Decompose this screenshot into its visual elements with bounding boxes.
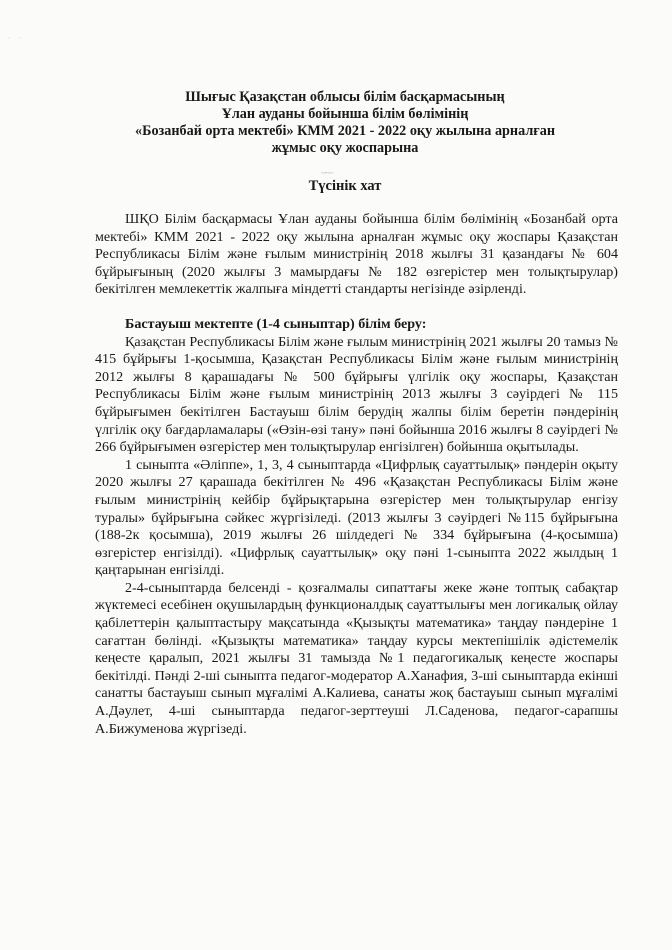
header-line-4: жұмыс оқу жоспарына [271, 140, 419, 156]
scan-artifact: · · [8, 34, 25, 43]
section-paragraph-2: 1 сыныпта «Әліппе», 1, 3, 4 сыныптарда «Цифрлық сауаттылық» пәндерін оқыту 2020 жылғы 27 қарашада бекітілген № 496 «Қазақстан Республикасы Білім және ғылым министрінің кейбір бұйрықтарына өзгерістер мен толықтырулар енгізу туралы» бұйрығына сәйкес жүргізіледі. (2013 жылғы 3 сәуірдегі №115 бұйрығына (188-2к қосымша), 2019 жылғы 26 шілдедегі № 334 бұйрығына (4-қосымша) өзгерістер енгізілді). «Цифрлық сауаттылық» оқу пәні 1-сыныпта 2022 жылдың 1 қаңтарынан енгізілді. [95, 456, 618, 579]
document-body [95, 211, 618, 738]
document-title: Түсінік хат [308, 178, 382, 194]
section-heading: Бастауыш мектепте (1-4 сыныптар) білім беру: [125, 315, 427, 332]
header-line-2: Ұлан ауданы бойынша білім бөлімінің [221, 106, 469, 122]
intro-paragraph: ШҚО Білім басқармасы Ұлан ауданы бойынша білім бөлімінің «Бозанбай орта мектебі» КММ 2021 - 2022 оқу жылына арналған жұмыс оқу жоспары Қазақстан Республикасы Білім және ғылым министрінің 2018 жылғы 31 қазандағы № 604 бұйрығының (2020 жылғы 3 мамырдағы № 182 өзгерістер мен толықтырулар) бекітілген мемлекеттік жалпыға міндетті стандарты негізінде әзірленді. [95, 211, 618, 298]
header-line-1: Шығыс Қазақстан облысы білім басқармасының [185, 89, 505, 105]
section-paragraph-1: Қазақстан Республикасы Білім және ғылым министрінің 2021 жылғы 20 тамыз № 415 бұйрығы 1-қосымша, Қазақстан Республикасы Білім және ғылым министрінің 2012 жылғы 8 қарашадағы № 500 бұйрығы үлгілік оқу жоспары, Қазақстан Республикасы Білім және ғылым министрінің 2013 жылғы 3 сәуірдегі № 115 бұйрығымен бекітілген Бастауыш білім берудің жалпы білім беретін пәндерінің үлгілік оқу бағдарламалары («Өзін-өзі тану» пәні бойынша 2016 жылғы 8 сәуірдегі № 266 бұйрығымен өзгерістер мен толықтырулар енгізілген) бойынша оқытылады. [95, 333, 618, 456]
header-line-3: «Бозанбай орта мектебі» КММ 2021 - 2022 оқу жылына арналған [134, 123, 555, 139]
section-paragraph-3: 2-4-сыныптарда белсенді - қозғалмалы сипаттағы жеке және топтық сабақтар жүктемесі есебінен оқушылардың функционалдық сауаттылығы мен логикалық ойлау қабілеттерін қалыптастыру мақсатында «Қызықты математика» таңдау пәндеріне 1 сағаттан бөлінді. «Қызықты математика» таңдау курсы мектепішілік әдістемелік кеңесте қаралып, 2021 жылғы 31 тамызда №1 педагогикалық кеңесте жоспары бекітілді. Пәнді 2-ші сыныпта педагог-модератор А.Ханафия, 3-ші сыныптарда екінші санатты бастауыш сынып мұғалімі А.Калиева, санаты жоқ бастауыш сынып мұғалімі А.Дәулет, 4-ші сыныптарда педагог-зерттеуші Л.Саденова, педагог-сарапшы А.Бижуменова жүргізеді. [95, 579, 618, 737]
scan-mark: ~~~ [321, 168, 333, 178]
document-header [110, 89, 580, 157]
